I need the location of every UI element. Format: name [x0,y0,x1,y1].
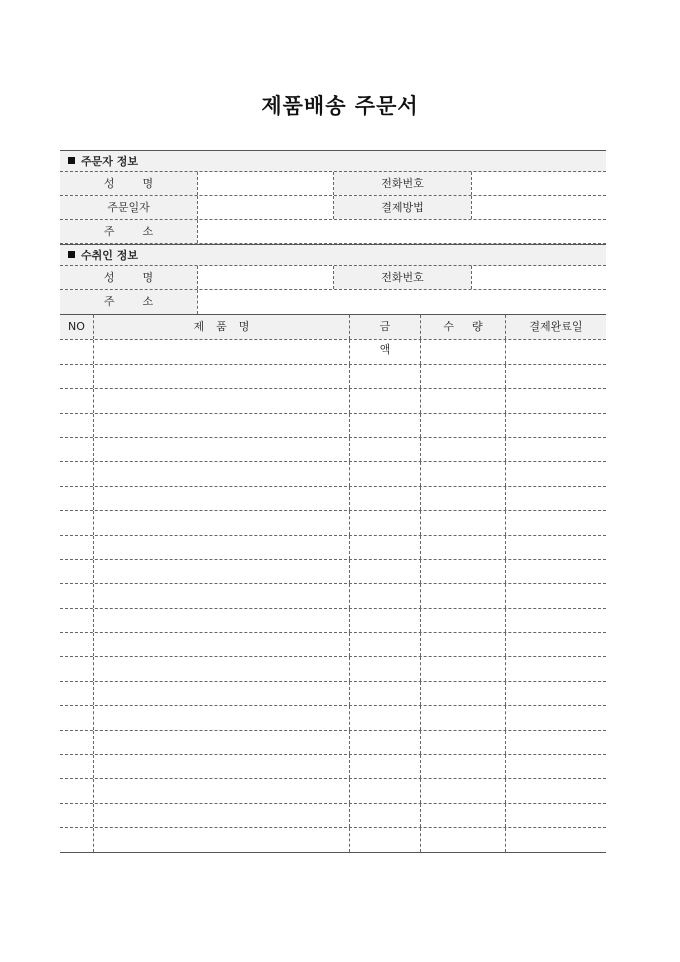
table-row [60,778,606,802]
cell-quantity[interactable] [420,340,505,363]
cell-product-name[interactable] [93,462,349,485]
orderer-address-label: 주소 [60,220,197,243]
table-row [60,681,606,705]
cell-no[interactable] [60,389,93,412]
cell-amount[interactable] [349,609,420,632]
cell-quantity[interactable] [420,365,505,388]
cell-product-name[interactable] [93,487,349,510]
cell-payment-date[interactable] [505,584,606,607]
receiver-phone-label: 전화번호 [334,266,471,289]
cell-amount[interactable] [349,560,420,583]
cell-amount[interactable] [349,584,420,607]
table-row [60,510,606,534]
cell-product-name[interactable] [93,389,349,412]
cell-payment-date[interactable] [505,779,606,802]
cell-no[interactable] [60,804,93,827]
cell-quantity[interactable] [420,804,505,827]
cell-quantity[interactable] [420,438,505,461]
cell-payment-date[interactable] [505,438,606,461]
cell-product-name[interactable] [93,633,349,656]
cell-amount[interactable] [349,731,420,754]
cell-no[interactable] [60,340,93,363]
cell-amount[interactable] [349,828,420,851]
cell-amount[interactable] [349,365,420,388]
header-quantity: 수량 [420,315,505,339]
table-row [60,656,606,680]
cell-payment-date[interactable] [505,682,606,705]
cell-payment-date[interactable] [505,414,606,437]
cell-amount[interactable] [349,340,420,363]
cell-product-name[interactable] [93,755,349,778]
cell-payment-date[interactable] [505,462,606,485]
cell-payment-date[interactable] [505,804,606,827]
cell-payment-date[interactable] [505,755,606,778]
cell-payment-date[interactable] [505,536,606,559]
cell-payment-date[interactable] [505,511,606,534]
cell-no[interactable] [60,731,93,754]
receiver-row-2 [60,290,606,314]
cell-no[interactable] [60,633,93,656]
table-row [60,705,606,729]
cell-product-name[interactable] [93,584,349,607]
table-row [60,730,606,754]
order-form [60,150,606,853]
cell-no[interactable] [60,609,93,632]
payment-method-field[interactable] [471,196,606,219]
payment-method-label: 결제방법 [334,196,471,219]
orderer-phone-field[interactable] [471,172,606,195]
cell-quantity[interactable] [420,584,505,607]
cell-quantity[interactable] [420,414,505,437]
table-row [60,339,606,363]
cell-payment-date[interactable] [505,487,606,510]
cell-product-name[interactable] [93,511,349,534]
cell-quantity[interactable] [420,779,505,802]
cell-no[interactable] [60,706,93,729]
receiver-name-field[interactable] [197,266,334,289]
square-bullet-icon [68,157,75,164]
table-row [60,827,606,851]
orderer-section-header [60,150,606,172]
cell-no[interactable] [60,414,93,437]
cell-product-name[interactable] [93,560,349,583]
table-row [60,364,606,388]
cell-no[interactable] [60,584,93,607]
cell-no[interactable] [60,536,93,559]
cell-product-name[interactable] [93,731,349,754]
cell-amount[interactable] [349,633,420,656]
cell-amount[interactable] [349,657,420,680]
header-amount: 금액 [349,315,420,339]
cell-product-name[interactable] [93,340,349,363]
header-payment-date: 결제완료일 [505,315,606,339]
cell-quantity[interactable] [420,657,505,680]
cell-product-name[interactable] [93,438,349,461]
cell-amount[interactable] [349,511,420,534]
cell-no[interactable] [60,779,93,802]
cell-payment-date[interactable] [505,365,606,388]
cell-no[interactable] [60,828,93,851]
table-row [60,608,606,632]
orderer-row-3 [60,220,606,244]
orderer-address-field[interactable] [197,220,606,243]
table-row [60,803,606,827]
table-row [60,583,606,607]
order-items-table [60,314,606,853]
table-row [60,437,606,461]
cell-amount[interactable] [349,536,420,559]
cell-product-name[interactable] [93,536,349,559]
cell-amount[interactable] [349,462,420,485]
cell-payment-date[interactable] [505,340,606,363]
cell-amount[interactable] [349,755,420,778]
table-row [60,388,606,412]
cell-product-name[interactable] [93,706,349,729]
table-row [60,413,606,437]
cell-payment-date[interactable] [505,706,606,729]
cell-quantity[interactable] [420,682,505,705]
receiver-address-field[interactable] [197,290,606,314]
cell-amount[interactable] [349,438,420,461]
cell-quantity[interactable] [420,536,505,559]
page-title: 제품배송 주문서 [261,94,419,118]
cell-product-name[interactable] [93,657,349,680]
cell-amount[interactable] [349,414,420,437]
cell-product-name[interactable] [93,609,349,632]
table-row [60,461,606,485]
table-row [60,559,606,583]
cell-no[interactable] [60,511,93,534]
cell-payment-date[interactable] [505,560,606,583]
order-date-field[interactable] [197,196,334,219]
receiver-row-1 [60,266,606,290]
table-row [60,632,606,656]
cell-no[interactable] [60,682,93,705]
cell-quantity[interactable] [420,560,505,583]
cell-quantity[interactable] [420,511,505,534]
cell-no[interactable] [60,365,93,388]
cell-quantity[interactable] [420,487,505,510]
cell-product-name[interactable] [93,682,349,705]
cell-quantity[interactable] [420,462,505,485]
cell-amount[interactable] [349,779,420,802]
receiver-section-header [60,244,606,266]
cell-product-name[interactable] [93,365,349,388]
table-row [60,754,606,778]
cell-quantity[interactable] [420,389,505,412]
receiver-address-label: 주소 [60,290,197,314]
header-product-name: 제품명 [93,315,349,339]
orderer-name-field[interactable] [197,172,334,195]
square-bullet-icon [68,251,75,258]
cell-quantity[interactable] [420,828,505,851]
cell-no[interactable] [60,657,93,680]
orderer-section-title: 주문자 정보 [81,155,138,168]
cell-product-name[interactable] [93,779,349,802]
cell-quantity[interactable] [420,633,505,656]
cell-payment-date[interactable] [505,731,606,754]
cell-amount[interactable] [349,682,420,705]
cell-quantity[interactable] [420,755,505,778]
cell-no[interactable] [60,487,93,510]
order-date-label: 주문일자 [60,196,197,219]
table-row [60,535,606,559]
orderer-phone-label: 전화번호 [334,172,471,195]
cell-payment-date[interactable] [505,609,606,632]
table-row [60,486,606,510]
receiver-phone-field[interactable] [471,266,606,289]
cell-payment-date[interactable] [505,828,606,851]
cell-no[interactable] [60,560,93,583]
cell-amount[interactable] [349,487,420,510]
cell-payment-date[interactable] [505,657,606,680]
cell-payment-date[interactable] [505,389,606,412]
cell-no[interactable] [60,462,93,485]
cell-amount[interactable] [349,706,420,729]
cell-no[interactable] [60,438,93,461]
cell-quantity[interactable] [420,706,505,729]
cell-amount[interactable] [349,804,420,827]
header-no: NO [68,320,85,333]
cell-product-name[interactable] [93,414,349,437]
cell-payment-date[interactable] [505,633,606,656]
cell-product-name[interactable] [93,828,349,851]
orderer-row-1 [60,172,606,196]
receiver-name-label: 성명 [60,266,197,289]
cell-no[interactable] [60,755,93,778]
cell-product-name[interactable] [93,804,349,827]
orderer-name-label: 성명 [60,172,197,195]
cell-amount[interactable] [349,389,420,412]
cell-quantity[interactable] [420,731,505,754]
table-header-row [60,315,606,356]
cell-quantity[interactable] [420,609,505,632]
orderer-row-2 [60,196,606,220]
receiver-section-title: 수취인 정보 [81,249,138,262]
